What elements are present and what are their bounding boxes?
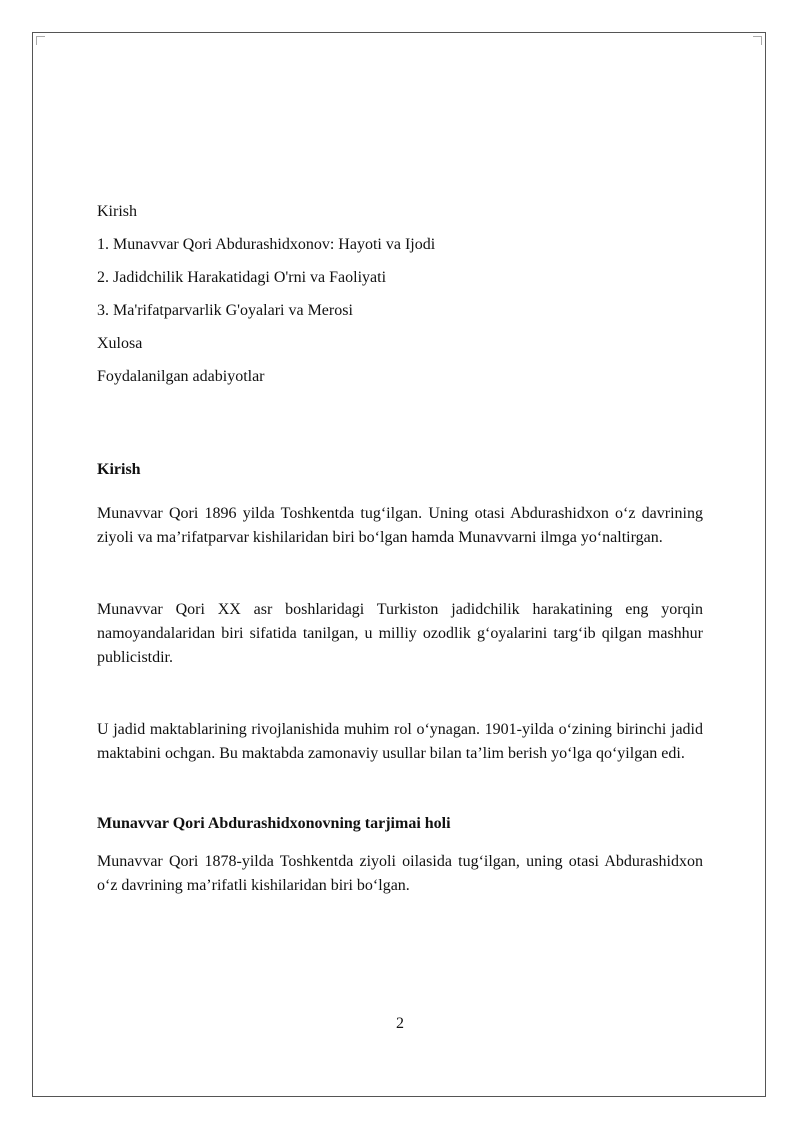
section-heading-intro: Kirish [97,461,141,478]
paragraph: U jadid maktablarining rivojlanishida muhim rol o‘ynagan. 1901-yilda o‘zining birinchi jadid maktabini ochgan. Bu maktabda zamonaviy usullar bilan ta’lim berish yo‘lga qo‘yilgan edi. [97,721,703,762]
toc-item-references: Foydalanilgan adabiyotlar [97,368,265,385]
page-number: 2 [396,1015,404,1032]
toc-item-3: 3. Ma'rifatparvarlik G'oyalari va Merosi [97,302,353,319]
paragraph: Munavvar Qori XX asr boshlaridagi Turkiston jadidchilik harakatining eng yorqin namoyandalaridan biri sifatida tanilgan, u milliy ozodlik g‘oyalarini targ‘ib qilgan mashhur publicistdir. [97,601,703,666]
corner-mark-top-left [36,36,45,45]
toc-item-conclusion: Xulosa [97,335,143,352]
toc-item-intro: Kirish [97,203,137,220]
toc-item-1: 1. Munavvar Qori Abdurashidxonov: Hayoti va Ijodi [97,236,436,253]
document-body [97,200,703,898]
table-of-contents [97,200,703,398]
paragraph: Munavvar Qori 1878-yilda Toshkentda ziyoli oilasida tug‘ilgan, uning otasi Abdurashidxon o‘z davrining ma’rifatli kishilaridan biri bo‘lgan. [97,853,703,894]
corner-mark-top-right [753,36,762,45]
toc-item-2: 2. Jadidchilik Harakatidagi O'rni va Faoliyati [97,269,387,286]
section-heading-biography: Munavvar Qori Abdurashidxonovning tarjimai holi [97,815,451,832]
paragraph: Munavvar Qori 1896 yilda Toshkentda tug‘ilgan. Uning otasi Abdurashidxon o‘z davrining ziyoli va ma’rifatparvar kishilaridan biri bo‘lgan hamda Munavvarni ilmga yo‘naltirgan. [97,505,703,546]
